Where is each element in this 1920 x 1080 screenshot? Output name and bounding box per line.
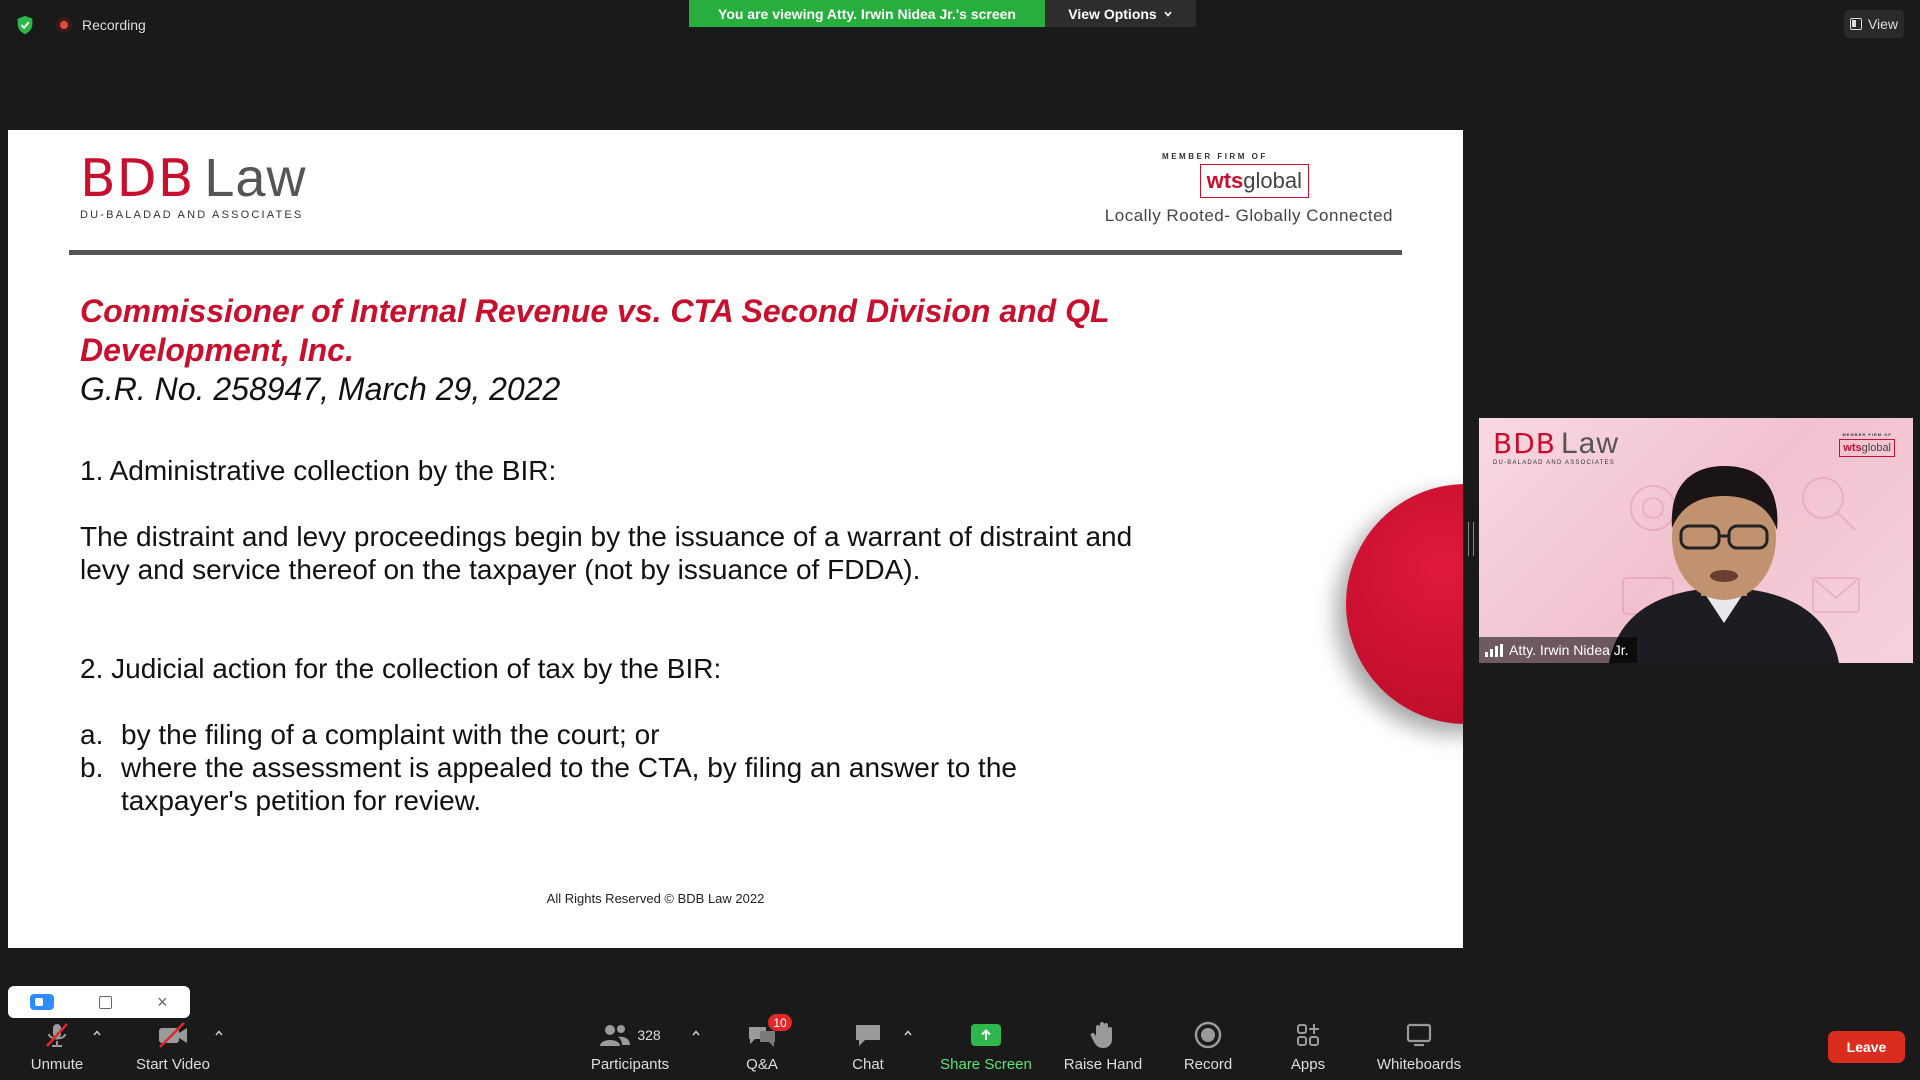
chat-label: Chat bbox=[852, 1056, 884, 1073]
maximize-icon[interactable] bbox=[99, 996, 112, 1009]
participants-button[interactable] bbox=[575, 1020, 685, 1073]
participants-caret-icon[interactable] bbox=[691, 1028, 701, 1038]
global-text: global bbox=[1243, 168, 1302, 193]
whiteboards-label: Whiteboards bbox=[1376, 1056, 1462, 1073]
recording-status[interactable] bbox=[56, 17, 146, 33]
unmute-label: Unmute bbox=[30, 1056, 84, 1073]
decorative-red-circle bbox=[1346, 484, 1463, 724]
split-view-handle[interactable] bbox=[1468, 522, 1474, 556]
microphone-muted-icon bbox=[42, 1020, 72, 1050]
participant-video-tile[interactable] bbox=[1479, 418, 1913, 663]
video-logo-subtitle: DU-BALADAD AND ASSOCIATES bbox=[1493, 460, 1615, 466]
logo-bdb-text: BDB bbox=[80, 149, 195, 209]
view-options-button[interactable] bbox=[1045, 0, 1196, 27]
audio-options-caret-icon[interactable] bbox=[92, 1028, 102, 1038]
viewing-screen-banner: You are viewing Atty. Irwin Nidea Jr.'s screen bbox=[689, 0, 1045, 27]
case-number: G.R. No. 258947, March 29, 2022 bbox=[80, 371, 561, 407]
qa-badge: 10 bbox=[768, 1014, 792, 1031]
start-video-button[interactable] bbox=[118, 1020, 228, 1073]
wts-tagline: Locally Rooted- Globally Connected bbox=[1104, 206, 1393, 225]
share-screen-label: Share Screen bbox=[940, 1056, 1032, 1073]
start-video-label: Start Video bbox=[136, 1056, 210, 1073]
chat-caret-icon[interactable] bbox=[903, 1028, 913, 1038]
video-global-text: global bbox=[1861, 442, 1891, 454]
video-logo-bdb-text: BDB bbox=[1493, 427, 1556, 460]
participants-count: 328 bbox=[637, 1027, 661, 1043]
participant-name-tag bbox=[1479, 637, 1637, 663]
recording-dot-icon bbox=[56, 17, 72, 33]
recording-label: Recording bbox=[82, 17, 146, 33]
logo-subtitle: DU-BALADAD AND ASSOCIATES bbox=[80, 209, 304, 221]
whiteboard-icon bbox=[1404, 1021, 1434, 1049]
chevron-down-icon bbox=[1163, 9, 1173, 19]
whiteboards-button[interactable] bbox=[1364, 1020, 1474, 1073]
case-title: Commissioner of Internal Revenue vs. CTA Second Division and QL Development, Inc. bbox=[80, 293, 1109, 368]
view-options-label: View Options bbox=[1068, 5, 1157, 22]
participants-icon bbox=[599, 1022, 631, 1048]
logo-law-text: Law bbox=[204, 148, 307, 208]
qa-button[interactable] bbox=[707, 1015, 817, 1073]
wts-member-text: MEMBER FIRM OF bbox=[1162, 152, 1268, 161]
chat-icon bbox=[853, 1021, 883, 1049]
wts-global-logo bbox=[1105, 152, 1393, 226]
apps-label: Apps bbox=[1290, 1056, 1326, 1073]
view-button[interactable] bbox=[1844, 10, 1904, 38]
record-label: Record bbox=[1183, 1056, 1233, 1073]
hand-icon bbox=[1090, 1020, 1116, 1050]
shield-icon[interactable] bbox=[14, 14, 36, 36]
list-item-b-label: b. bbox=[80, 752, 104, 783]
participant-name: Atty. Irwin Nidea Jr. bbox=[1509, 642, 1629, 658]
view-layout-icon bbox=[1850, 18, 1862, 30]
point-2-heading: 2. Judicial action for the collection of tax by the BIR: bbox=[80, 653, 722, 684]
signal-strength-icon bbox=[1485, 644, 1503, 657]
share-screen-button[interactable] bbox=[931, 1020, 1041, 1073]
list-item-b bbox=[80, 751, 1140, 817]
video-logo-law-text: Law bbox=[1560, 427, 1620, 460]
participants-label: Participants bbox=[590, 1056, 670, 1073]
list-item-a bbox=[80, 718, 1140, 751]
wts-text: wts bbox=[1206, 168, 1244, 193]
participant-silhouette bbox=[1589, 448, 1859, 663]
apps-button[interactable] bbox=[1253, 1020, 1363, 1073]
leave-button[interactable]: Leave bbox=[1828, 1031, 1905, 1063]
view-label: View bbox=[1867, 16, 1899, 32]
meeting-toolbar bbox=[0, 1010, 1920, 1080]
qa-label: Q&A bbox=[746, 1056, 778, 1073]
raise-hand-button[interactable] bbox=[1048, 1020, 1158, 1073]
recording-indicator bbox=[14, 14, 146, 36]
raise-hand-label: Raise Hand bbox=[1063, 1056, 1143, 1073]
list-item-a-text: by the filing of a complaint with the court; or bbox=[121, 719, 660, 750]
bdb-law-logo bbox=[80, 148, 307, 221]
video-options-caret-icon[interactable] bbox=[214, 1028, 224, 1038]
video-wts-member-text: MEMBER FIRM OF bbox=[1842, 432, 1892, 437]
header-divider bbox=[69, 250, 1402, 255]
video-wts-text: wts bbox=[1843, 442, 1862, 454]
shared-slide bbox=[8, 130, 1463, 948]
share-screen-icon bbox=[971, 1024, 1001, 1046]
copyright-footer: All Rights Reserved © BDB Law 2022 bbox=[546, 891, 765, 906]
point-1-text: The distraint and levy proceedings begin by the issuance of a warrant of distraint and levy and service thereof on the taxpayer (not by issuance of FDDA). bbox=[80, 521, 1133, 585]
video-camera-off-icon bbox=[156, 1020, 190, 1050]
close-icon[interactable]: × bbox=[157, 992, 168, 1012]
point-1-heading: 1. Administrative collection by the BIR: bbox=[80, 455, 557, 486]
zoom-app-icon[interactable] bbox=[30, 994, 54, 1010]
list-item-b-text: where the assessment is appealed to the CTA, by filing an answer to the taxpayer's petition for review. bbox=[121, 752, 1017, 816]
record-button[interactable] bbox=[1153, 1020, 1263, 1073]
apps-icon bbox=[1294, 1021, 1322, 1049]
list-item-a-label: a. bbox=[80, 719, 104, 750]
record-icon bbox=[1194, 1021, 1222, 1049]
